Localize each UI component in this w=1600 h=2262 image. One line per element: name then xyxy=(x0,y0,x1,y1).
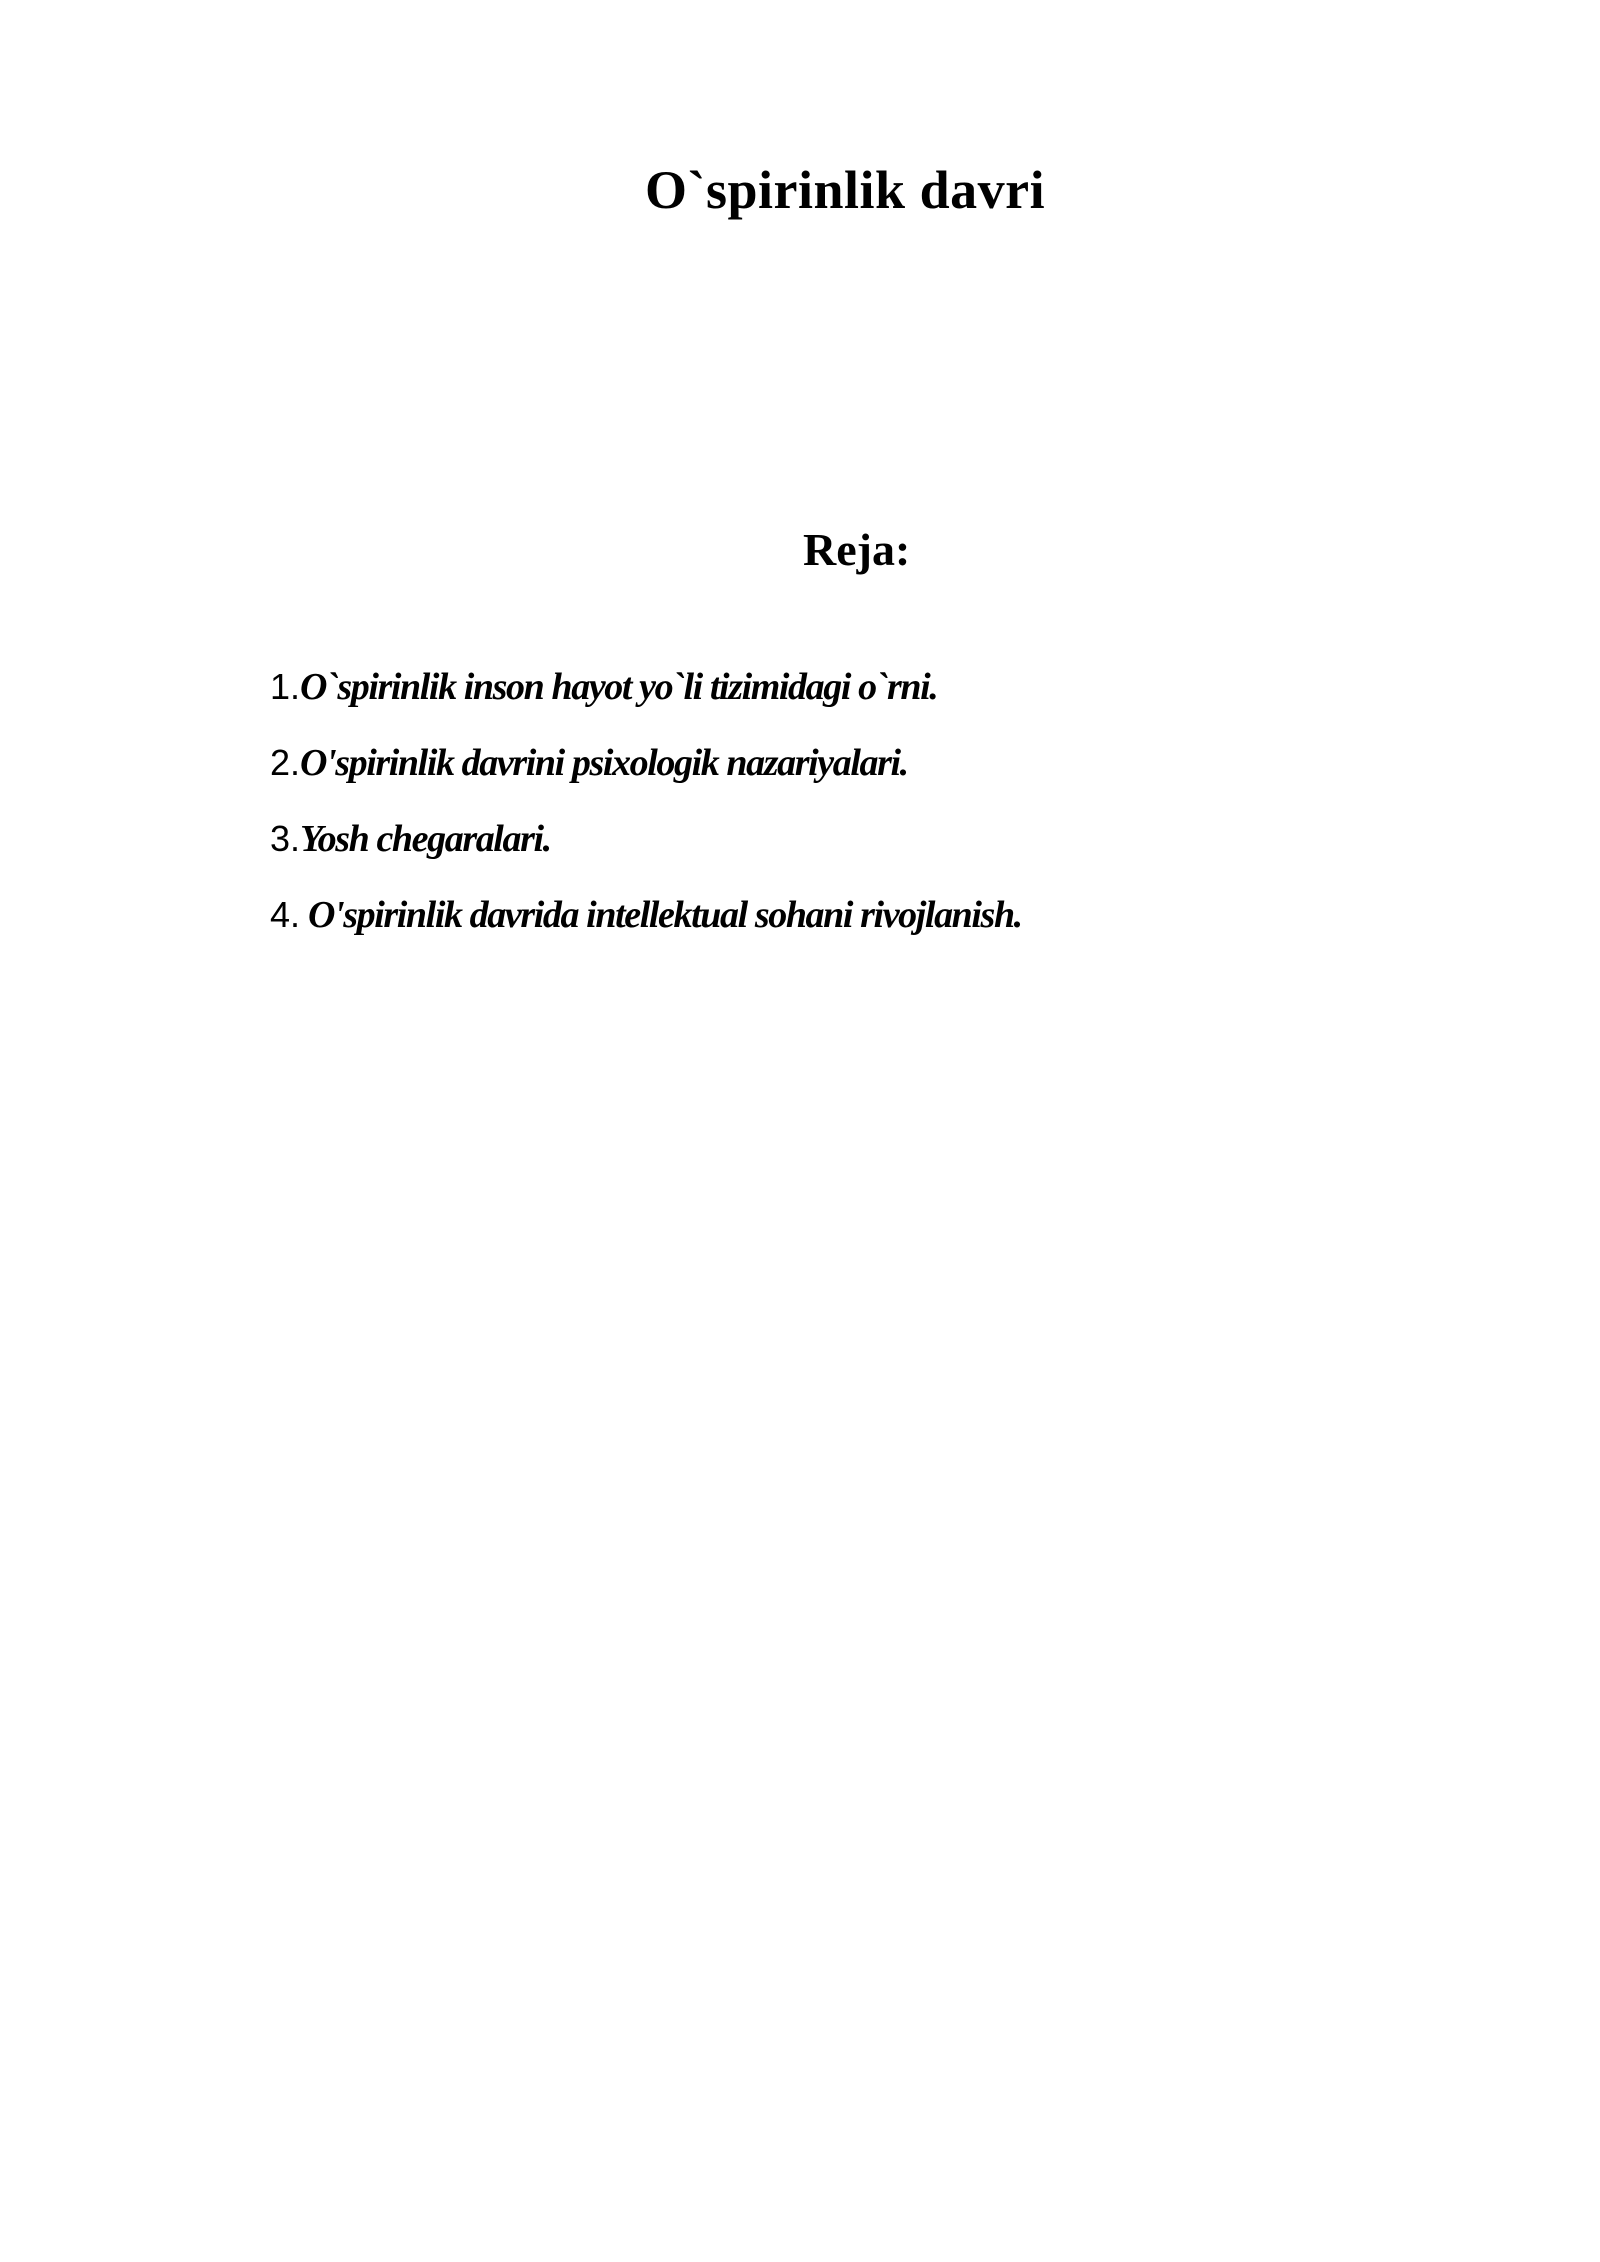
plan-item-text: O`spirinlik inson hayot yo`li tizimidagi o`rni. xyxy=(300,666,938,708)
plan-item-1 xyxy=(270,655,1022,731)
plan-item-text: O'spirinlik davrida intellektual sohani rivojlanish. xyxy=(308,894,1022,936)
plan-item-3 xyxy=(270,807,1022,883)
document-title: O`spirinlik davri xyxy=(645,160,1046,220)
plan-item-2 xyxy=(270,731,1022,807)
plan-item-4 xyxy=(270,883,1022,959)
plan-list xyxy=(270,655,1022,959)
plan-item-text: O'spirinlik davrini psixologik nazariyalari. xyxy=(300,742,908,784)
plan-heading: Reja: xyxy=(803,524,911,575)
plan-item-number: 4. xyxy=(270,894,301,935)
plan-item-number: 3. xyxy=(270,818,301,859)
plan-item-number: 1. xyxy=(270,666,301,707)
plan-item-text: Yosh chegaralari. xyxy=(300,818,551,860)
plan-item-number: 2. xyxy=(270,742,301,783)
